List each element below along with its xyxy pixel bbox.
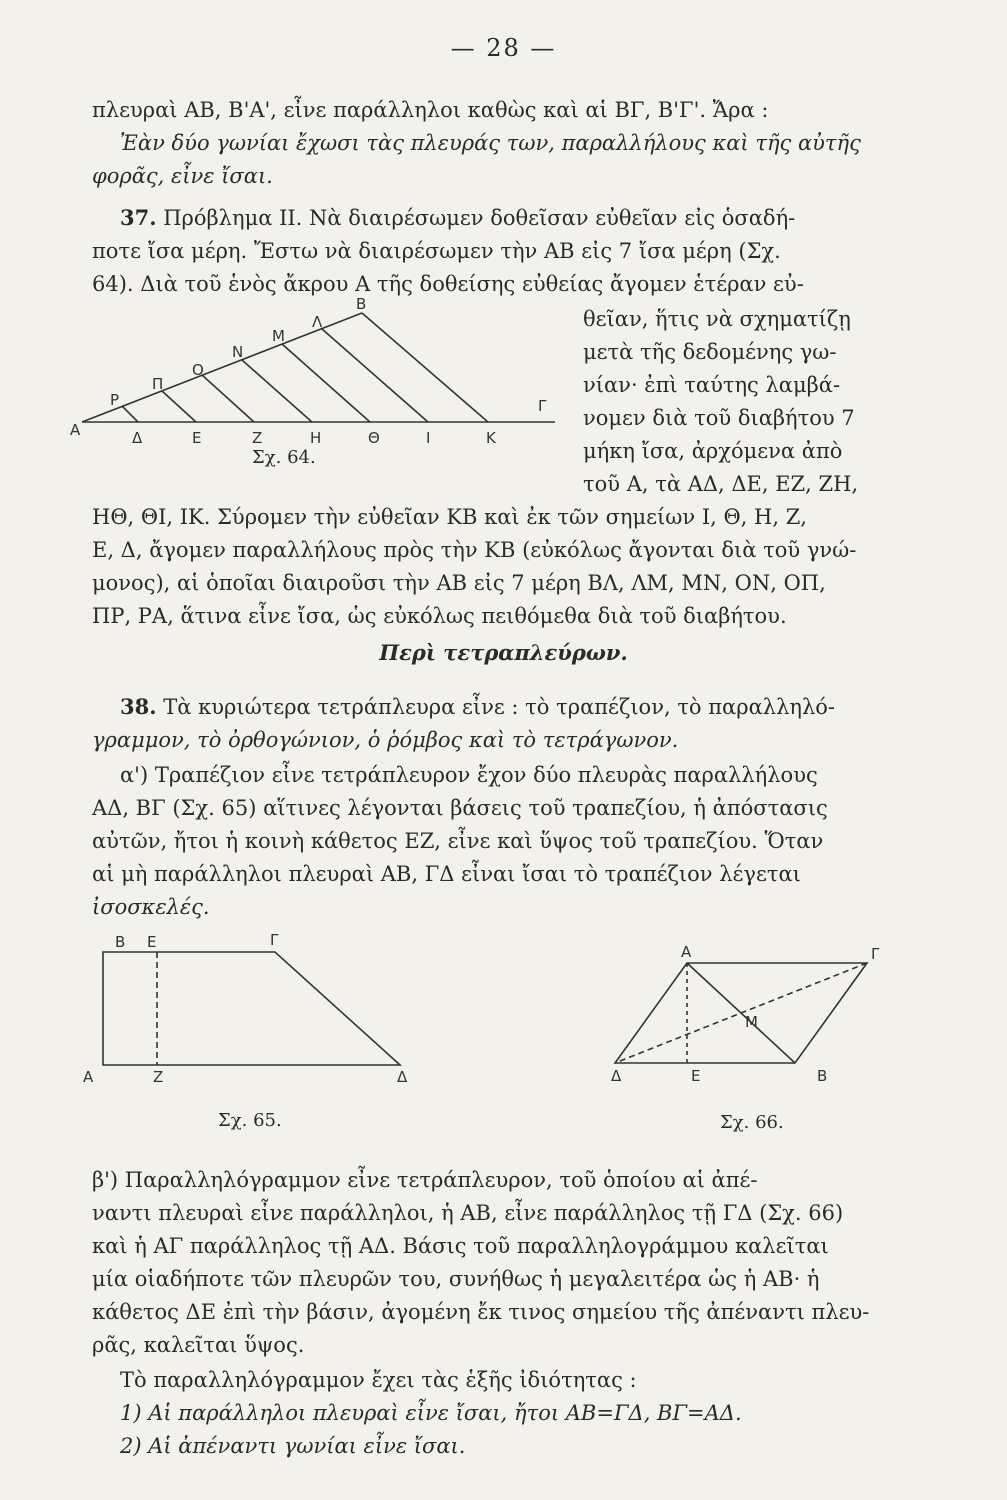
line-kb — [362, 313, 488, 422]
figure-label: Θ — [368, 429, 380, 447]
figure-64 — [60, 295, 580, 470]
figure-label: Ι — [426, 429, 431, 447]
figure-66 — [595, 935, 895, 1085]
text-line: 64). Διὰ τοῦ ἑνὸς ἄκρου Α τῆς δοθείσης εὐθείας ἄγομεν ἑτέραν εὐ- — [92, 272, 804, 296]
figure-label: Ε — [691, 1067, 701, 1085]
text-line: φορᾶς, εἶνε ἴσαι. — [92, 164, 273, 188]
text-line: πλευραὶ ΑΒ, Β'Α', εἶνε παράλληλοι καθὼς καὶ αἱ ΒΓ, Β'Γ'. Ἄρα : — [92, 98, 769, 122]
figure-label: Μ — [745, 1013, 758, 1031]
text-line: ΠΡ, ΡΑ, ἅτινα εἶνε ἴσα, ὡς εὐκόλως πειθόμεθα διὰ τοῦ διαβήτου. — [92, 604, 787, 628]
figure-label: Ν — [232, 343, 244, 361]
text-line: ΗΘ, ΘΙ, ΙΚ. Σύρομεν τὴν εὐθεῖαν ΚΒ καὶ ἐκ τῶν σημείων Ι, Θ, Η, Ζ, — [92, 505, 807, 529]
parallel-line — [122, 406, 138, 422]
text-line: γραμμον, τὸ ὀρθογώνιον, ὁ ῥόμβος καὶ τὸ τετράγωνον. — [92, 728, 679, 752]
figure-label: Α — [83, 1068, 94, 1086]
figure-65 — [75, 930, 435, 1090]
text-line: ΑΔ, ΒΓ (Σχ. 65) αἵτινες λέγονται βάσεις τοῦ τραπεζίου, ἡ ἀπόστασις — [92, 796, 828, 820]
paragraph-37-first-line — [120, 203, 912, 233]
paragraph-38-first-line — [120, 692, 912, 722]
figure-label: Γ — [538, 397, 547, 415]
text-line: νομεν διὰ τοῦ διαβήτου 7 — [583, 406, 855, 430]
figure-label: Ε — [192, 429, 202, 447]
figure-label: Δ — [132, 429, 143, 447]
figure-label: Ρ — [110, 391, 120, 409]
figure-label: Ε — [147, 933, 157, 951]
figure-label: Ζ — [252, 429, 263, 447]
paragraph-b-first-line: β') Παραλληλόγραμμον εἶνε τετράπλευρον, τοῦ ὁποίου αἱ ἀπέ- — [92, 1168, 758, 1192]
text-line: ρᾶς, καλεῖται ὕψος. — [92, 1333, 305, 1357]
figure-label: Γ — [871, 945, 880, 963]
figure-label: Ο — [192, 361, 204, 379]
property-1: 1) Αἱ παράλληλοι πλευραὶ εἶνε ἴσαι, ἤτοι ΑΒ=ΓΔ, ΒΓ=ΑΔ. — [120, 1401, 742, 1425]
text-line: κάθετος ΔΕ ἐπὶ τὴν βάσιν, ἀγομένη ἔκ τινος σημείου τῆς ἀπέναντι πλευ- — [92, 1300, 870, 1324]
text-span: Πρόβλημα ΙΙ. Νὰ διαιρέσωμεν δοθεῖσαν εὐθεῖαν εἰς ὁσαδή- — [163, 206, 796, 230]
figure-label: Α — [681, 943, 692, 961]
text-line: Ἐὰν δύο γωνίαι ἔχωσι τὰς πλευράς των, παραλλήλους καὶ τῆς αὐτῆς — [120, 131, 861, 155]
figure-label: Κ — [486, 429, 496, 447]
figure-65-caption: Σχ. 65. — [218, 1110, 282, 1131]
paragraph-number: 38. — [120, 694, 157, 719]
property-2: 2) Αἱ ἀπέναντι γωνίαι εἶνε ἴσαι. — [120, 1434, 466, 1458]
text-line: μετὰ τῆς δεδομένης γω- — [583, 340, 837, 364]
figure-label: Γ — [270, 931, 279, 949]
text-line: μήκη ἴσα, ἀρχόμενα ἀπὸ — [583, 439, 843, 463]
figure-label: Β — [115, 933, 126, 951]
text-line: θεῖαν, ἥτις νὰ σχηματίζῃ — [583, 307, 851, 331]
parallel-line — [322, 329, 428, 422]
text-line: τοῦ Α, τὰ ΑΔ, ΔΕ, ΕΖ, ΖΗ, — [583, 472, 859, 496]
figure-label: Β — [356, 295, 367, 313]
figure-label: Β — [817, 1067, 828, 1085]
text-line: μία οἱαδήποτε τῶν πλευρῶν του, συνήθως ἡ μεγαλειτέρα ὡς ἡ ΑΒ· ἡ — [92, 1267, 820, 1291]
text-line: ναντι πλευραὶ εἶνε παράλληλοι, ἡ ΑΒ, εἶνε παράλληλος τῇ ΓΔ (Σχ. 66) — [92, 1201, 844, 1225]
figure-label: Δ — [611, 1067, 622, 1085]
figure-66-caption: Σχ. 66. — [720, 1112, 784, 1133]
figure-label: Λ — [312, 313, 323, 331]
paragraph-number: 37. — [120, 205, 157, 230]
text-line: νίαν· ἐπὶ ταύτης λαμβά- — [583, 373, 841, 397]
text-line: α') Τραπέζιον εἶνε τετράπλευρον ἔχον δύο πλευρὰς παραλλήλους — [120, 763, 818, 787]
section-heading: Περὶ τετραπλεύρων. — [379, 640, 628, 665]
page-number: — 28 — — [450, 34, 557, 62]
trapezoid — [103, 952, 400, 1065]
figure-label: Μ — [272, 327, 285, 345]
text-line: Τὸ παραλληλόγραμμον ἔχει τὰς ἑξῆς ἰδιότητας : — [120, 1368, 637, 1392]
text-line: καὶ ἡ ΑΓ παράλληλος τῇ ΑΔ. Βάσις τοῦ παραλληλογράμμου καλεῖται — [92, 1234, 829, 1258]
figure-label: Α — [70, 421, 81, 439]
text-span: Τὰ κυριώτερα τετράπλευρα εἶνε : τὸ τραπέζιον, τὸ παραλληλό- — [163, 695, 836, 719]
text-line: μονος), αἱ ὁποῖαι διαιροῦσι τὴν ΑΒ εἰς 7 μέρη ΒΛ, ΛΜ, ΜΝ, ΟΝ, ΟΠ, — [92, 571, 826, 595]
figure-label: Δ — [397, 1068, 408, 1086]
text-line: ἰσοσκελές. — [92, 895, 210, 919]
parallel-line — [282, 344, 370, 422]
diagonal-line — [615, 963, 867, 1063]
text-line: αὐτῶν, ἤτοι ἡ κοινὴ κάθετος ΕΖ, εἶνε καὶ ὕψος τοῦ τραπεζίου. Ὅταν — [92, 829, 824, 853]
text-line: αἱ μὴ παράλληλοι πλευραὶ ΑΒ, ΓΔ εἶναι ἴσαι τὸ τραπέζιον λέγεται — [92, 862, 801, 886]
text-line: Ε, Δ, ἄγομεν παραλλήλους πρὸς τὴν ΚΒ (εὐκόλως ἄγονται διὰ τοῦ γνώ- — [92, 538, 857, 562]
figure-label: Η — [310, 429, 322, 447]
figure-label: Π — [152, 375, 164, 393]
text-line: ποτε ἴσα μέρη. Ἔστω νὰ διαιρέσωμεν τὴν ΑΒ εἰς 7 ἴσα μέρη (Σχ. — [92, 239, 781, 263]
figure-label: Ζ — [153, 1068, 164, 1086]
parallel-line — [162, 391, 196, 422]
parallel-line — [242, 360, 312, 422]
parallel-line — [202, 375, 254, 422]
figure-64-caption: Σχ. 64. — [252, 447, 316, 468]
